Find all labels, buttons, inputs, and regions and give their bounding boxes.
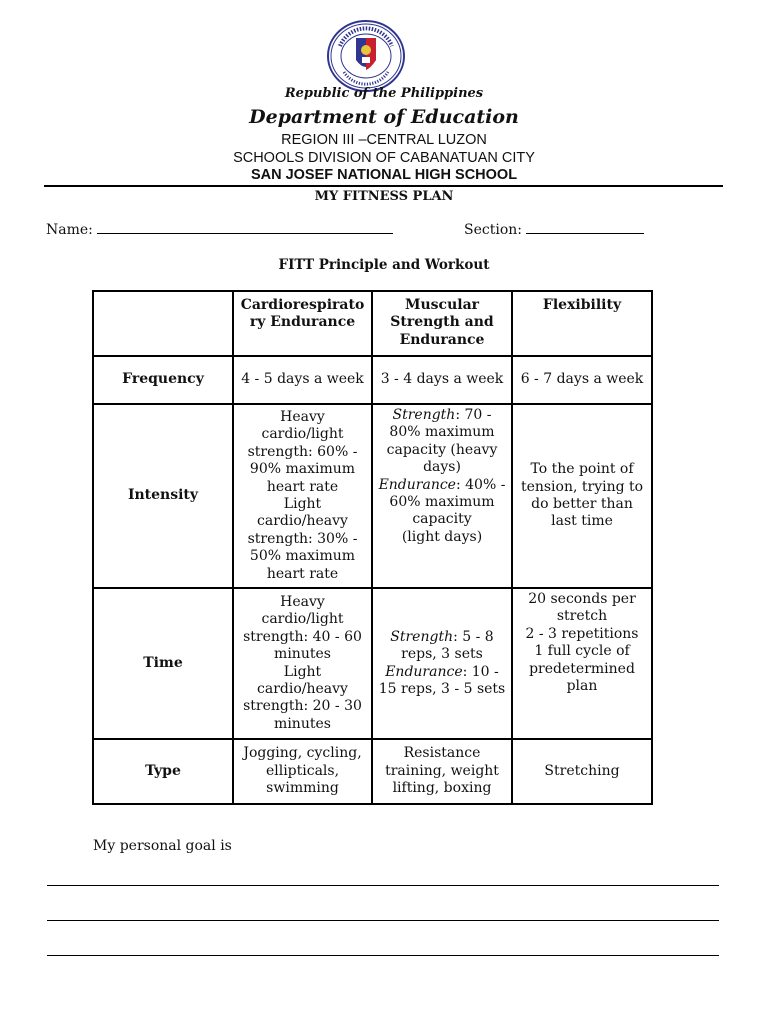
- goal-answer-line-1[interactable]: [47, 885, 719, 886]
- time-strength: [378, 629, 506, 664]
- cell-type-cardio: Jogging, cycling, ellipticals, swimming: [233, 739, 372, 804]
- intensity-light-days-note: (light days): [401, 528, 483, 545]
- name-blank[interactable]: [97, 221, 393, 234]
- time-endurance: [378, 664, 506, 699]
- time-cardio-light: Light cardio/heavy strength: 20 - 30 minutes: [243, 663, 362, 732]
- corner-cell: [93, 291, 233, 356]
- cell-frequency-muscular: 3 - 4 days a week: [372, 356, 512, 404]
- cell-frequency-cardio: 4 - 5 days a week: [233, 356, 372, 404]
- personal-goal-label: My personal goal is: [93, 838, 232, 854]
- row-header-intensity: Intensity: [93, 404, 233, 588]
- cell-time-cardio: [233, 588, 372, 739]
- header-divider: [44, 185, 723, 187]
- table-row-type: [93, 739, 652, 804]
- table-row-frequency: [93, 356, 652, 404]
- cell-type-muscular: Resistance training, weight lifting, boxing: [372, 739, 512, 804]
- republic-heading: Republic of the Philippines: [284, 86, 484, 101]
- time-strength-label: Strength: [390, 628, 454, 645]
- row-header-frequency: Frequency: [93, 356, 233, 404]
- cell-intensity-cardio: [233, 404, 372, 588]
- table-row-intensity: [93, 404, 652, 588]
- time-strength-text: : 5 - 8 reps, 3 sets: [401, 628, 494, 663]
- endurance-label: Endurance: [378, 476, 456, 493]
- intensity-endurance: [378, 477, 506, 529]
- row-header-time: Time: [93, 588, 233, 739]
- table-header-row: [93, 291, 652, 356]
- section-label: Section:: [464, 222, 522, 238]
- cell-time-muscular: [372, 588, 512, 739]
- section-blank[interactable]: [526, 221, 644, 234]
- strength-label: Strength: [392, 407, 456, 423]
- row-header-type: Type: [93, 739, 233, 804]
- page-title: MY FITNESS PLAN: [314, 189, 454, 204]
- strength-text: : 70 - 80% maximum capacity (heavy days): [386, 407, 498, 476]
- school-heading: SAN JOSEF NATIONAL HIGH SCHOOL: [250, 167, 518, 183]
- time-cardio-heavy: Heavy cardio/light strength: 40 - 60 minutes: [243, 593, 362, 663]
- cell-frequency-flexibility: 6 - 7 days a week: [512, 356, 652, 404]
- column-header-flexibility: Flexibility: [512, 291, 652, 356]
- cell-type-flexibility: Stretching: [512, 739, 652, 804]
- time-endurance-label: Endurance: [385, 663, 463, 680]
- column-header-cardio: Cardiorespiratory Endurance: [233, 291, 372, 356]
- name-field[interactable]: [46, 221, 393, 238]
- deped-seal-logo: [326, 20, 406, 92]
- time-flexibility-seconds: 20 seconds per stretch: [528, 591, 636, 625]
- intensity-cardio-heavy: Heavy cardio/light strength: 60% - 90% maximum heart rate: [247, 408, 358, 495]
- intensity-strength: [378, 407, 506, 477]
- intensity-cardio-light: Light cardio/heavy strength: 30% - 50% maximum heart rate: [247, 496, 358, 582]
- goal-answer-line-3[interactable]: [47, 955, 719, 956]
- time-endurance-text: : 10 - 15 reps, 3 - 5 sets: [378, 663, 506, 697]
- time-flexibility-cycle: 1 full cycle of predetermined plan: [529, 643, 635, 695]
- goal-answer-line-2[interactable]: [47, 920, 719, 921]
- endurance-text: : 40% - 60% maximum capacity: [389, 476, 506, 528]
- region-heading: REGION III –CENTRAL LUZON: [281, 132, 487, 148]
- cell-time-flexibility: [512, 588, 652, 739]
- fitt-table: [92, 290, 653, 805]
- time-flexibility-reps: 2 - 3 repetitions: [525, 625, 639, 642]
- table-row-time: [93, 588, 652, 739]
- department-heading: Department of Education: [249, 106, 519, 128]
- column-header-muscular: Muscular Strength and Endurance: [372, 291, 512, 356]
- cell-intensity-muscular: [372, 404, 512, 588]
- name-label: Name:: [46, 222, 93, 238]
- table-title: FITT Principle and Workout: [278, 257, 490, 273]
- cell-intensity-flexibility: To the point of tension, trying to do better than last time: [512, 404, 652, 588]
- section-field[interactable]: [464, 221, 644, 238]
- division-heading: SCHOOLS DIVISION OF CABANATUAN CITY: [233, 150, 535, 166]
